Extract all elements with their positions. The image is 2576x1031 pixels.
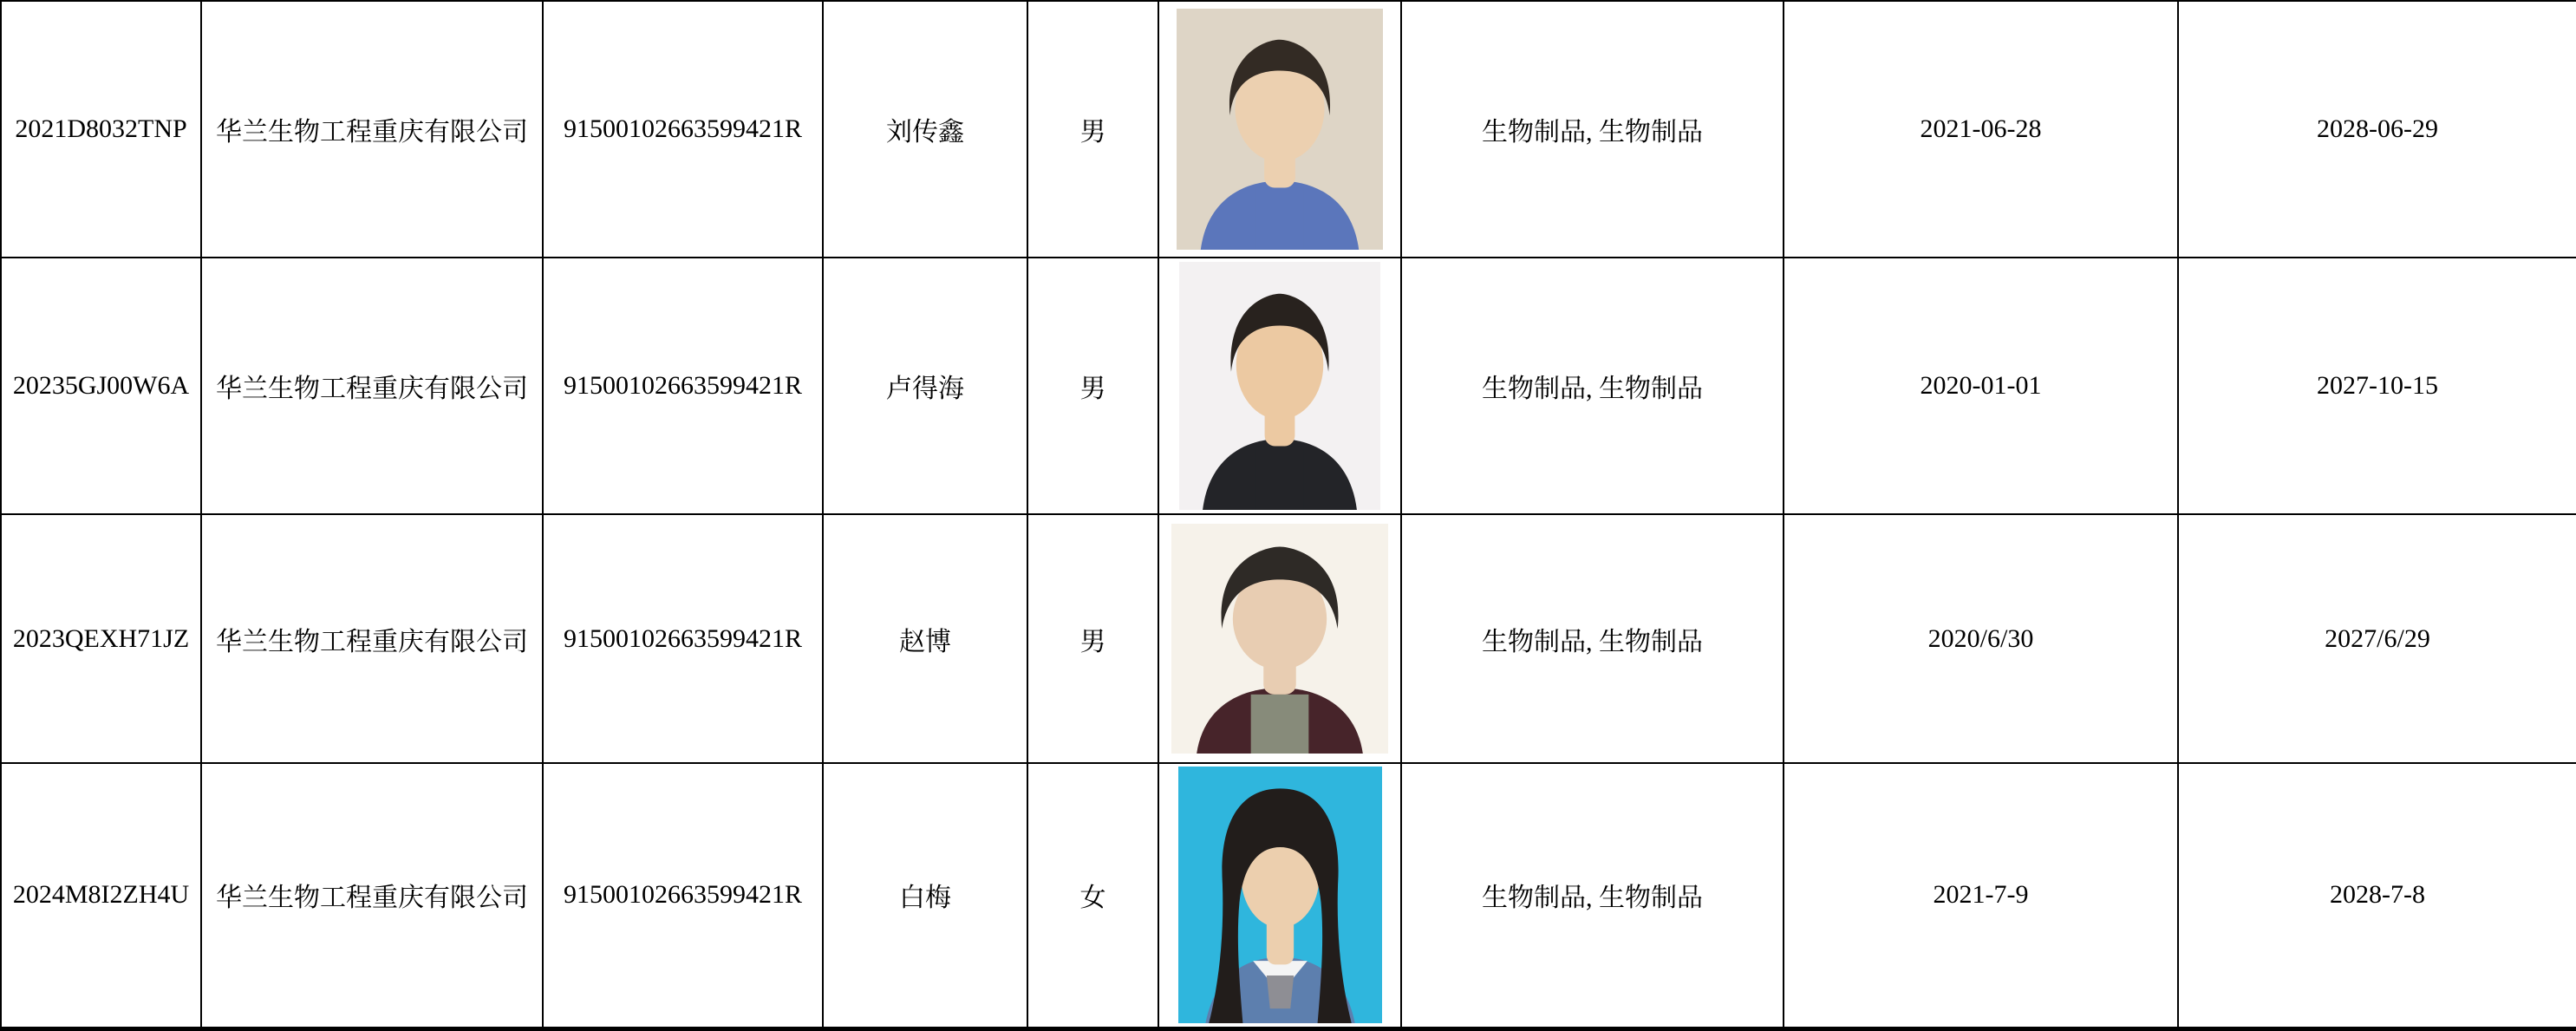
cell-photo bbox=[1158, 1, 1401, 258]
cell-credit-code: 91500102663599421R bbox=[543, 763, 823, 1028]
cell-license-no: 2023QEXH71JZ bbox=[1, 514, 201, 763]
cell-start-date: 2020-01-01 bbox=[1784, 258, 2178, 514]
cell-license-no: 20235GJ00W6A bbox=[1, 258, 201, 514]
cell-company: 华兰生物工程重庆有限公司 bbox=[201, 514, 543, 763]
cell-photo bbox=[1158, 514, 1401, 763]
inner-sweater-shape bbox=[1251, 695, 1309, 754]
cell-products: 生物制品, 生物制品 bbox=[1401, 258, 1784, 514]
inner-sweater-shape bbox=[1266, 976, 1293, 1008]
cell-person-name: 卢得海 bbox=[823, 258, 1027, 514]
cell-company: 华兰生物工程重庆有限公司 bbox=[201, 258, 543, 514]
cell-person-name: 刘传鑫 bbox=[823, 1, 1027, 258]
id-photo bbox=[1171, 524, 1388, 754]
cell-credit-code: 91500102663599421R bbox=[543, 1, 823, 258]
cell-start-date: 2021-06-28 bbox=[1784, 1, 2178, 258]
cell-end-date: 2028-06-29 bbox=[2178, 1, 2576, 258]
table-row bbox=[1, 1, 2576, 258]
cell-license-no: 2024M8I2ZH4U bbox=[1, 763, 201, 1028]
cell-person-name: 赵博 bbox=[823, 514, 1027, 763]
table-row bbox=[1, 514, 2576, 763]
cell-start-date: 2021-7-9 bbox=[1784, 763, 2178, 1028]
cell-company: 华兰生物工程重庆有限公司 bbox=[201, 1, 543, 258]
cell-end-date: 2027/6/29 bbox=[2178, 514, 2576, 763]
cell-gender: 男 bbox=[1027, 258, 1158, 514]
cell-end-date: 2027-10-15 bbox=[2178, 258, 2576, 514]
inner-shirt-shape bbox=[1255, 188, 1304, 250]
cell-products: 生物制品, 生物制品 bbox=[1401, 763, 1784, 1028]
cell-start-date: 2020/6/30 bbox=[1784, 514, 2178, 763]
cell-photo bbox=[1158, 258, 1401, 514]
id-photo bbox=[1177, 9, 1383, 250]
cell-products: 生物制品, 生物制品 bbox=[1401, 514, 1784, 763]
inner-shirt-shape bbox=[1256, 446, 1303, 510]
table-row bbox=[1, 763, 2576, 1028]
cell-credit-code: 91500102663599421R bbox=[543, 258, 823, 514]
cell-products: 生物制品, 生物制品 bbox=[1401, 1, 1784, 258]
table-row bbox=[1, 258, 2576, 514]
cell-gender: 男 bbox=[1027, 1, 1158, 258]
cell-company: 华兰生物工程重庆有限公司 bbox=[201, 763, 543, 1028]
cell-license-no: 2021D8032TNP bbox=[1, 1, 201, 258]
cell-photo bbox=[1158, 763, 1401, 1028]
cell-gender: 女 bbox=[1027, 763, 1158, 1028]
cell-person-name: 白梅 bbox=[823, 763, 1027, 1028]
cell-gender: 男 bbox=[1027, 514, 1158, 763]
id-photo bbox=[1179, 262, 1380, 510]
id-photo bbox=[1178, 767, 1382, 1023]
cell-credit-code: 91500102663599421R bbox=[543, 514, 823, 763]
cell-end-date: 2028-7-8 bbox=[2178, 763, 2576, 1028]
